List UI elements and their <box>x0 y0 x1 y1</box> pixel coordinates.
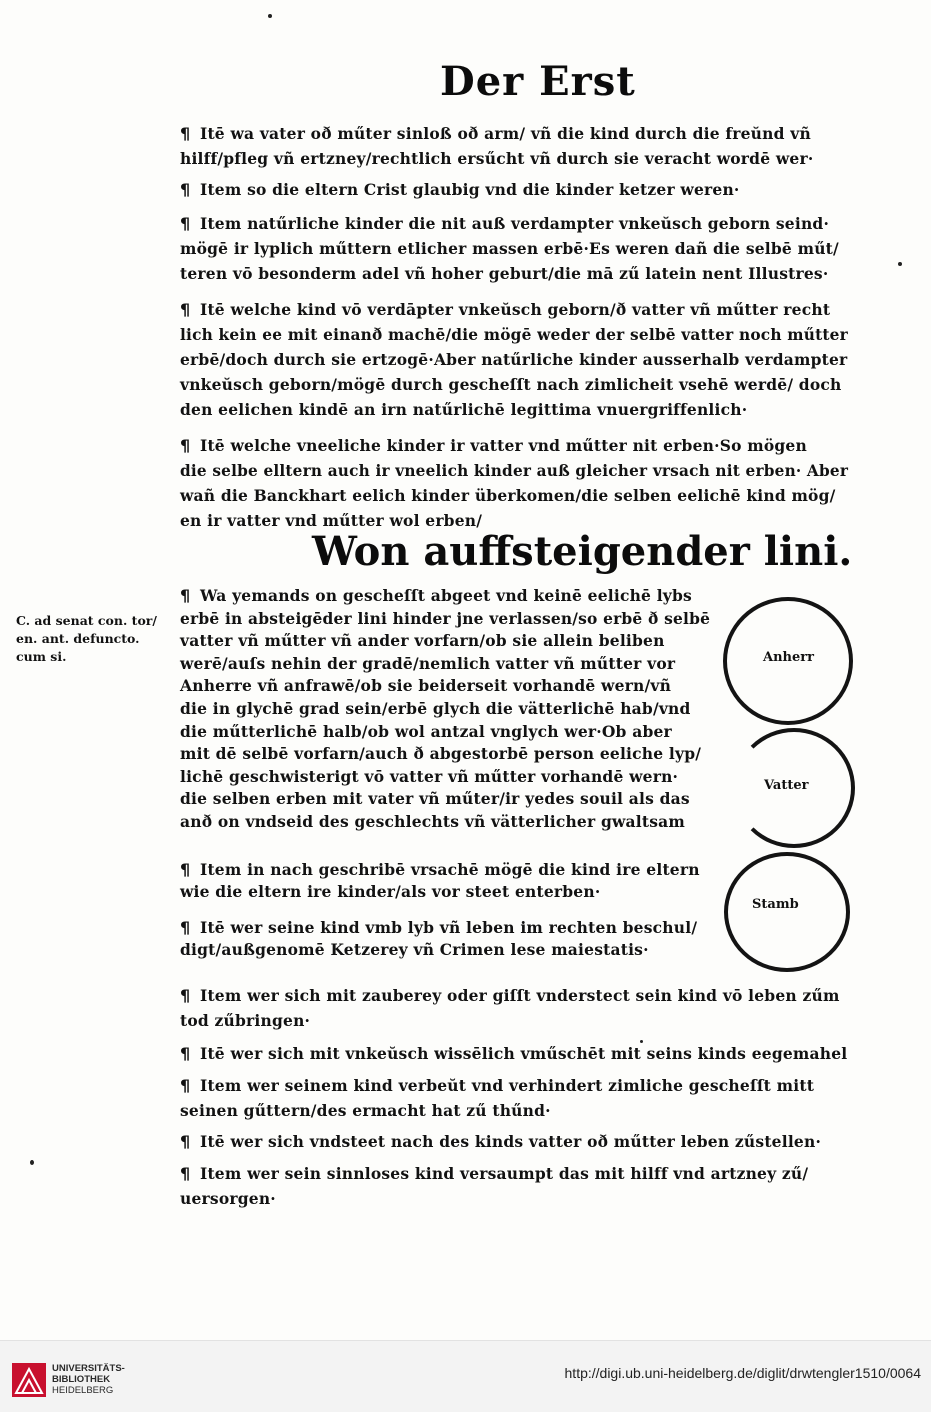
text-line: teren vō besonderm adel vñ hoher geburt/die mā zű latein nent Illustres· <box>180 264 829 283</box>
text-line: Itē welche vneeliche kinder ir vatter vnd műtter nit erben·So mögen <box>200 436 807 455</box>
text-line: lich kein ee mit einanð machē/die mögē weder der selbē vatter noch műtter <box>180 325 848 344</box>
text-line: digt/außgenomē Ketzerey vñ Crimen lese maiestatis· <box>180 940 649 959</box>
pilcrow-icon: ¶ <box>180 436 191 455</box>
text-line: vatter vñ műtter vñ ander vorfarn/ob sie allein beliben <box>180 631 665 651</box>
margin-note-line: en. ant. defuncto. <box>16 631 140 646</box>
text-line: Itē wer sich vndsteet nach des kinds vatter oð műtter leben zűstellen· <box>200 1132 822 1151</box>
text-line: die selbe elltern auch ir vneelich kinder auß gleicher vrsach nit erben· Aber <box>180 461 849 480</box>
text-line: mögē ir lyplich műttern etlicher massen erbē·Es weren dañ die selbē műt/ <box>180 239 839 258</box>
pilcrow-icon: ¶ <box>180 1132 191 1151</box>
margin-note <box>16 612 166 666</box>
pilcrow-icon: ¶ <box>180 1044 191 1063</box>
text-line: tod zűbringen· <box>180 1011 311 1030</box>
scan-speck <box>898 262 902 266</box>
circle-label-stamb: Stamb <box>752 897 799 912</box>
scan-speck <box>30 1160 34 1165</box>
scan-speck <box>268 14 272 18</box>
pilcrow-icon: ¶ <box>180 986 191 1005</box>
logo-line: HEIDELBERG <box>52 1385 114 1396</box>
text-line: Item in nach geschribē vrsachē mögē die kind ire eltern <box>200 860 700 879</box>
pilcrow-icon: ¶ <box>180 586 191 605</box>
pilcrow-icon: ¶ <box>180 124 191 143</box>
circle-stamb <box>724 852 850 972</box>
text-line: mit dē selbē vorfarn/auch ð abgestorbē person eeliche lyp/ <box>180 744 702 764</box>
section-title: Won auffsteigender lini. <box>312 528 853 575</box>
text-line: Item wer sein sinnloses kind versaumpt das mit hilff vnd artzney zű/ <box>200 1164 809 1183</box>
text-line: anð on vndseid des geschlechts vñ vätterlicher gwaltsam <box>180 812 685 831</box>
pilcrow-icon: ¶ <box>180 1076 191 1095</box>
text-line: wie die eltern ire kinder/als vor steet enterben· <box>180 882 601 901</box>
pilcrow-icon: ¶ <box>180 860 191 879</box>
text-line: en ir vatter vnd műtter wol erben/ <box>180 511 483 530</box>
text-line: Item wer sich mit zauberey oder giſſt vnderstect sein kind vō leben zűm <box>200 986 840 1005</box>
text-line: Item so die eltern Crist glaubig vnd die kinder ketzer weren· <box>200 180 740 199</box>
text-line: werē/auſs nehin der gradē/nemlich vatter vñ műtter vor <box>180 653 676 673</box>
margin-note-line: C. ad senat con. tor/ <box>16 613 157 628</box>
pilcrow-icon: ¶ <box>180 918 191 937</box>
library-logo-text <box>52 1363 125 1396</box>
text-line: Itē wer sich mit vnkeŭsch wissēlich vműschēt mit seins kinds eegemahel <box>200 1044 848 1063</box>
pilcrow-icon: ¶ <box>180 300 191 319</box>
text-line: hilff/pfleg vñ ertzney/rechtlich ersűcht vñ durch sie veracht wordē wer· <box>180 149 814 168</box>
text-line: Itē wa vater oð műter sinloß oð arm/ vñ die kind durch die freŭnd vñ <box>200 124 811 143</box>
text-line: seinen gűttern/des ermacht hat zű thűnd· <box>180 1101 551 1120</box>
text-line: Itē welche kind vō verdāpter vnkeŭsch geborn/ð vatter vñ műtter recht <box>200 300 831 319</box>
text-line: Anherre vñ anfrawē/ob sie beiderseit vorhandē wern/vñ <box>180 676 672 696</box>
footer-bar <box>0 1340 931 1412</box>
text-line: Itē wer seine kind vmb lyb vñ leben im rechten beschul/ <box>200 918 698 937</box>
pilcrow-icon: ¶ <box>180 214 191 233</box>
text-line: Item natűrliche kinder die nit auß verdampter vnkeŭsch geborn seind· <box>200 214 830 233</box>
logo-line: BIBLIOTHEK <box>52 1374 111 1385</box>
university-logo-icon <box>12 1363 46 1397</box>
pilcrow-icon: ¶ <box>180 180 191 199</box>
circle-label-vatter: Vatter <box>764 778 809 793</box>
text-line: Item wer seinem kind verbeŭt vnd verhindert zimliche gescheſſt mitt <box>200 1076 815 1095</box>
text-line: die selben erben mit vater vñ műter/ir yedes souil als das <box>180 789 690 809</box>
text-line: die műtterlichē halb/ob wol antzal vnglych wer·Ob aber <box>180 721 672 741</box>
text-line: vnkeŭsch geborn/mögē durch gescheſſt nach zimlicheit vsehē werdē/ doch <box>180 375 842 394</box>
source-url-link[interactable]: http://digi.ub.uni-heidelberg.de/diglit/drwtengler1510/0064 <box>564 1365 921 1381</box>
text-line: wañ die Banckhart eelich kinder überkomen/die selben eelichē kind mög/ <box>180 486 836 505</box>
page-header-title: Der Erst <box>440 58 636 105</box>
scan-speck <box>640 1040 643 1043</box>
text-line: Wa yemands on gescheſſt abgeet vnd keinē eelichē lybs <box>200 586 692 605</box>
text-line: uersorgen· <box>180 1189 276 1208</box>
circle-label-anherr: Anherr <box>763 650 814 665</box>
text-line: erbē in absteigēder lini hinder jne verlassen/so erbē ð selbē <box>180 608 711 628</box>
text-line: lichē geschwisterigt vō vatter vñ műtter vorhandē wern· <box>180 766 679 786</box>
pilcrow-icon: ¶ <box>180 1164 191 1183</box>
text-line: die in glychē grad sein/erbē glych die vätterlichē hab/vnd <box>180 699 691 718</box>
margin-note-line: cum si. <box>16 649 67 664</box>
text-line: den eelichen kindē an irn natűrlichē legittima vnuergriffenlich· <box>180 400 748 419</box>
text-line: erbē/doch durch sie ertzogē·Aber natűrliche kinder ausserhalb verdampter <box>180 350 848 369</box>
logo-line: UNIVERSITÄTS- <box>52 1363 125 1374</box>
